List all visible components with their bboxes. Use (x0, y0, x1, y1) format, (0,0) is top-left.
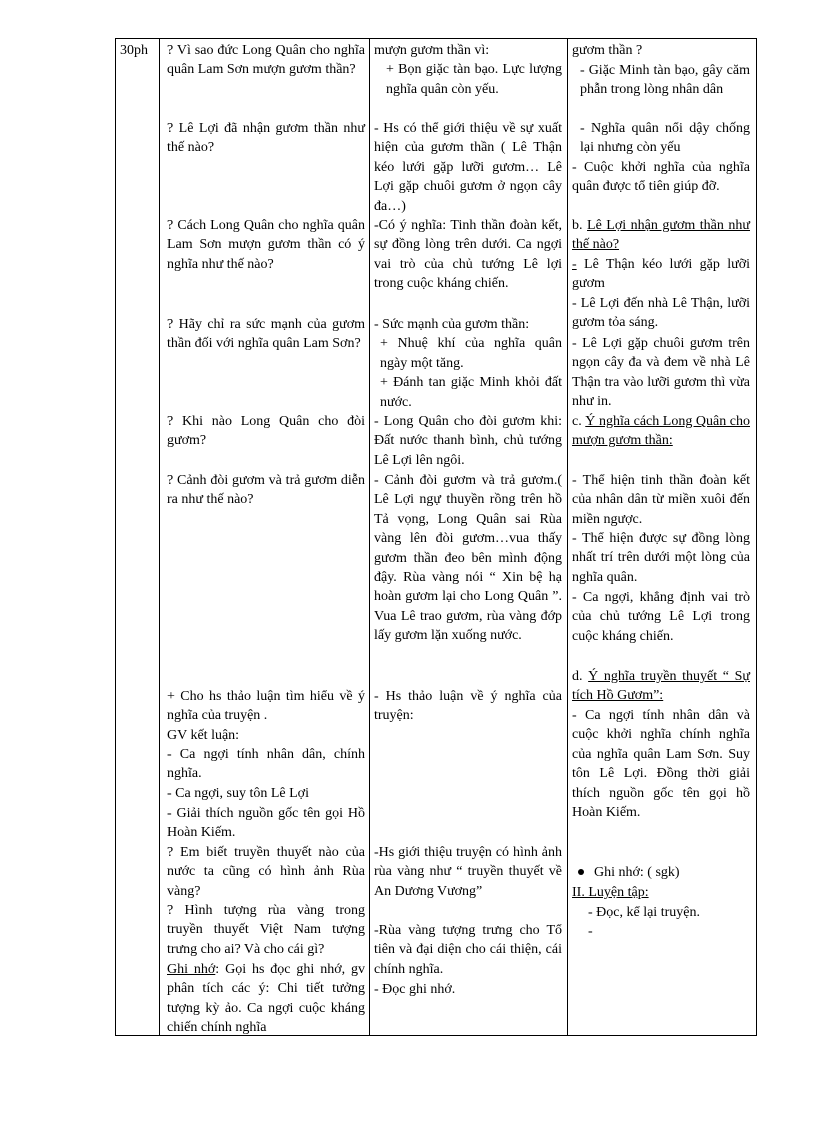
content-b-1 (572, 255, 750, 294)
content-b-1-text: Lê Thận kéo lưới gặp lưỡi gươm (572, 257, 750, 292)
content-b-1-dash: - (572, 257, 577, 272)
student-answer-6: - Cảnh đòi gươm và trả gươm.( Lê Lợi ngự thuyền rồng trên hồ Tả vọng, Long Quân sai Rùa vàng lên đòi gươm…vua thấy gươm thần đeo bên mình động đậy. Rùa vàng nói “ Xin bệ hạ hoàn gươm lại cho Long Quân ”. Vua Lê trao gươm, rùa vàng đớp lấy gươm lặn xuống nước. (374, 473, 562, 644)
student-answer-4-line2: + Nhuệ khí của nghĩa quân ngày một tăng. (380, 336, 562, 371)
teacher-conclusion-2: - Ca ngợi, suy tôn Lê Lợi (167, 786, 309, 801)
student-answer-1-line2: + Bọn giặc tàn bạo. Lực lượng nghĩa quân còn yếu. (386, 62, 562, 97)
content-practice-title (572, 883, 750, 902)
content-ghinho (572, 863, 750, 882)
teacher-ghinho (167, 960, 365, 1038)
ghinho-text: : Gọi hs đọc ghi nhớ, gv phân tích các ý: Chi tiết tưởng tượng kỳ ảo. Ca ngợi cuộc kháng chiến chính nghĩa (167, 962, 365, 1036)
content-c-1: - Thể hiện tinh thần đoàn kết của nhân dân từ miền xuôi đến miền ngược. (572, 473, 750, 527)
heading-b-prefix: b. (572, 218, 588, 233)
teacher-question-5: ? Khi nào Long Quân cho đòi gươm? (167, 414, 365, 449)
heading-c-title: Ý nghĩa cách Long Quân cho mượn gươm thần: (572, 414, 750, 449)
teacher-discussion: + Cho hs thảo luận tìm hiểu về ý nghĩa của truyện . (167, 689, 365, 724)
student-answer-2: - Hs có thể giới thiệu về sự xuất hiện của gươm thần ( Lê Thận kéo lưới gặp lưỡi gươm… Lê Lợi gặp chuôi gươm ở ngọn cây đa…) (374, 121, 562, 214)
content-c-2: - Thể hiện được sự đồng lòng nhất trí trên dưới một lòng của nghĩa quân. (572, 531, 750, 585)
content-reason-2: - Nghĩa quân nổi dậy chống lại nhưng còn yếu (580, 121, 750, 156)
content-b-3: - Lê Lợi gặp chuôi gươm trên ngọn cây đa và đem về nhà Lê Thận tra vào lưỡi gươm thì vừa như in. (572, 336, 750, 410)
teacher-question-1: ? Vì sao đức Long Quân cho nghĩa quân Lam Sơn mượn gươm thần? (167, 43, 365, 78)
content-d-1: - Ca ngợi tính nhân dân và cuộc khởi nghĩa chính nghĩa của nghĩa quân Lam Sơn. Suy tôn Lê Lợi. Đồng thời giải thích nguồn gốc tên gọi hồ Hoàn Kiếm. (572, 708, 750, 821)
heading-c-prefix: c. (572, 414, 586, 429)
heading-d-prefix: d. (572, 669, 589, 684)
student-answer-5: - Long Quân cho đòi gươm khi: Đất nước thanh bình, chủ tướng Lê Lợi lên ngôi. (374, 414, 562, 468)
student-answer-4 (374, 315, 562, 412)
teacher-question-8: ? Hình tượng rùa vàng trong truyền thuyết Việt Nam tượng trưng cho ai? Và cho cái gì? (167, 903, 365, 957)
content-heading-c (572, 412, 750, 451)
content-top-title: gươm thần ? (572, 43, 643, 58)
student-answer-4-line1: - Sức mạnh của gươm thần: (374, 317, 530, 332)
teacher-question-7: ? Em biết truyền thuyết nào của nước ta cũng có hình ảnh Rùa vàng? (167, 845, 365, 899)
content-b-2: - Lê Lợi đến nhà Lê Thận, lưỡi gươm tỏa sáng. (572, 296, 750, 331)
student-answer-4-line3: + Đánh tan giặc Minh khỏi đất nước. (380, 375, 562, 410)
student-answer-7: - Hs thảo luận về ý nghĩa của truyện: (374, 689, 562, 724)
student-answer-1-line1: mượn gươm thần vì: (374, 43, 490, 58)
teacher-question-6: ? Cảnh đòi gươm và trả gươm diễn ra như thế nào? (167, 473, 365, 508)
heading-d-title: Ý nghĩa truyền thuyết “ Sự tích Hồ Gươm”: (572, 669, 750, 704)
teacher-question-4: ? Hãy chỉ ra sức mạnh của gươm thần đối với nghĩa quân Lam Sơn? (167, 317, 365, 352)
student-activity-column (370, 39, 568, 1035)
time-label: 30ph (120, 43, 148, 58)
student-answer-8: -Hs giới thiệu truyện có hình ảnh rùa vàng như “ truyền thuyết về An Dương Vương” (374, 845, 562, 899)
content-c-3: - Ca ngợi, khẳng định vai trò của chủ tướng Lê Lợi trong cuộc kháng chiến. (572, 590, 750, 644)
content-reason-1: - Giặc Minh tàn bạo, gây căm phẫn trong lòng nhân dân (580, 63, 750, 98)
content-practice-1: - Đọc, kể lại truyện. (588, 905, 700, 920)
teacher-activity-column (160, 39, 370, 1035)
student-answer-9: -Rùa vàng tượng trưng cho Tổ tiên và đại diện cho cái thiện, cái chính nghĩa. (374, 923, 562, 977)
content-ghinho-text: Ghi nhớ: ( sgk) (594, 865, 680, 880)
content-column (568, 39, 756, 1035)
bullet-icon (578, 869, 584, 875)
content-practice-2: - (588, 924, 593, 939)
heading-b-title: Lê Lợi nhận gươm thần như thế nào? (572, 218, 750, 253)
teacher-question-3: ? Cách Long Quân cho nghĩa quân Lam Sơn mượn gươm thần có ý nghĩa như thế nào? (167, 218, 365, 272)
lesson-table (115, 38, 757, 1036)
student-answer-10: - Đọc ghi nhớ. (374, 982, 456, 997)
content-heading-b (572, 216, 750, 255)
content-heading-d (572, 667, 750, 706)
student-answer-1 (374, 41, 562, 99)
teacher-conclusion-1: - Ca ngợi tính nhân dân, chính nghĩa. (167, 747, 365, 782)
time-column (116, 39, 160, 1035)
teacher-conclusion-3: - Giải thích nguồn gốc tên gọi Hồ Hoàn Kiếm. (167, 806, 365, 841)
student-answer-3: -Có ý nghĩa: Tinh thần đoàn kết, sự đồng lòng trên dưới. Ca ngợi vai trò của chủ tướng Lê lợi trong cuộc kháng chiến. (374, 218, 562, 292)
teacher-conclusion-label: GV kết luận: (167, 728, 240, 743)
ghinho-label: Ghi nhớ (167, 962, 216, 977)
content-reason-3: - Cuộc khởi nghĩa của nghĩa quân được tổ tiên giúp đỡ. (572, 160, 750, 195)
practice-title: II. Luyện tập: (572, 885, 649, 900)
teacher-question-2: ? Lê Lợi đã nhận gươm thần như thế nào? (167, 121, 365, 156)
